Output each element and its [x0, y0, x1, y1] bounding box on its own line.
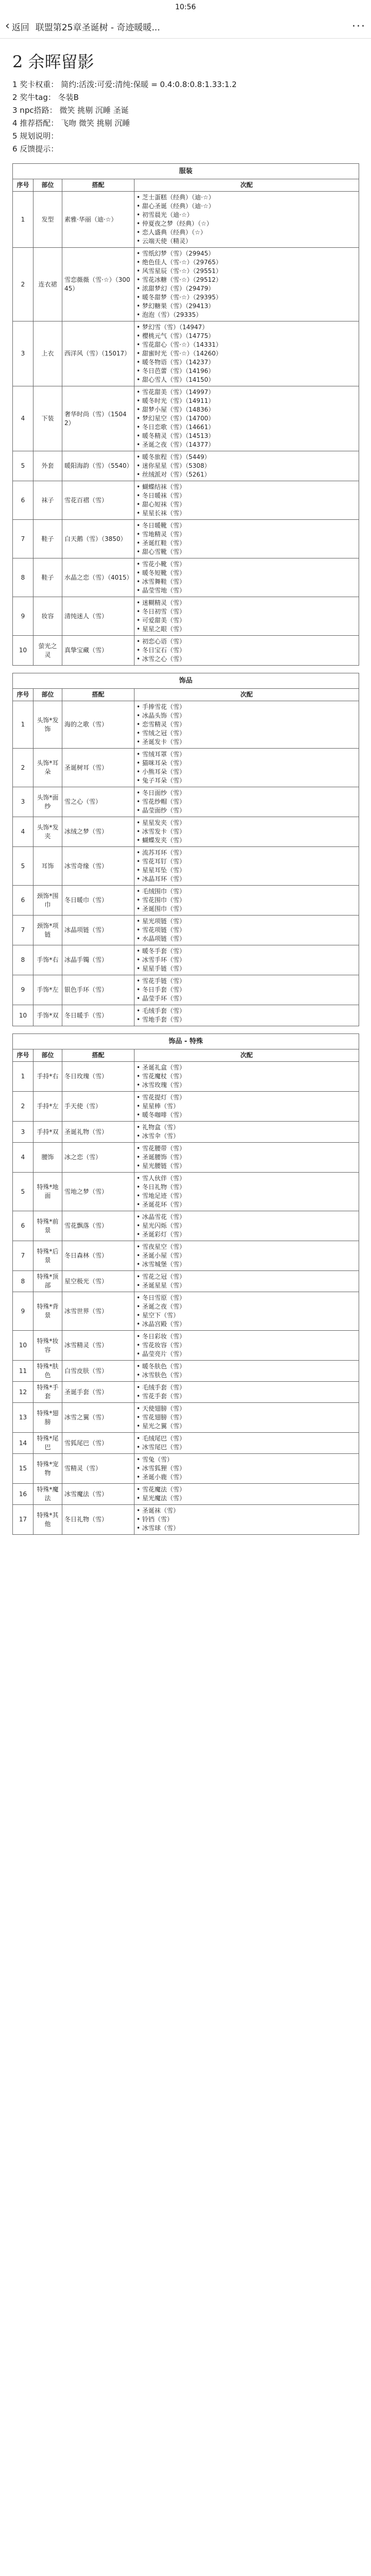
cell-main: 冬日玫瑰（雪） — [62, 1062, 134, 1092]
cell-alt: • 流苏耳环（雪） • 雪花耳钉（雪） • 星星耳坠（雪） • 冰晶耳环（雪） — [134, 847, 359, 886]
cell-main: 雪之心（雪） — [62, 787, 134, 817]
cell-index: 14 — [13, 1433, 33, 1454]
cell-index: 3 — [13, 787, 33, 817]
status-bar — [0, 0, 371, 14]
cell-slot: 特殊*背景 — [33, 1292, 62, 1331]
cell-main: 冬日暖巾（雪） — [62, 886, 134, 916]
table-row — [13, 749, 359, 787]
cell-alt: • 雪花之冠（雪） • 圣诞星星（雪） — [134, 1271, 359, 1292]
cell-main: 冰雪世界（雪） — [62, 1292, 134, 1331]
cell-main: 圣诞手套（雪） — [62, 1382, 134, 1403]
table-header: 部位 — [33, 179, 62, 192]
meta-line: 1 奖卡权重： 简约:活泼:可爱:清纯:保暖 = 0.4:0.8:0.8:1.33:1.2 — [12, 80, 237, 89]
cell-main: 真挚宝藏（雪） — [62, 636, 134, 666]
table-row — [13, 1433, 359, 1454]
table-caption: 饰品 - 特殊 — [13, 1034, 359, 1049]
table-row — [13, 847, 359, 886]
cell-main: 雪地之梦（雪） — [62, 1173, 134, 1211]
cell-slot: 外套 — [33, 451, 62, 481]
cell-main: 奢华时尚（雪）（15042） — [62, 386, 134, 451]
cell-main: 银色手环（雪） — [62, 975, 134, 1005]
meta-line: 5 规划说明： — [12, 131, 59, 141]
cell-slot: 发型 — [33, 192, 62, 248]
cell-slot: 手持*双 — [33, 1122, 62, 1143]
cell-main: 白天鹅（雪）（3850） — [62, 520, 134, 558]
cell-main: 清纯迷人（雪） — [62, 597, 134, 636]
table-row — [13, 1143, 359, 1173]
table-row — [13, 975, 359, 1005]
cell-main: 手天使（雪） — [62, 1092, 134, 1122]
cell-alt: • 梦幻雪（雪）（14947） • 樱桃元气（雪）（14775） • 雪花甜心（雪·☆）（14331） • 甜蜜时光（雪·☆）（14260） • 暖冬物语（雪）（14237） • 冬日芭蕾（雪）（14196） • 甜心雪人（雪）（14150） — [134, 321, 359, 386]
cell-slot: 手持*左 — [33, 1092, 62, 1122]
cell-slot: 手饰*左 — [33, 975, 62, 1005]
page-heading: 2 余晖留影 — [12, 52, 94, 72]
table-row — [13, 1454, 359, 1484]
cell-main: 白雪皮肤（雪） — [62, 1361, 134, 1382]
cell-slot: 特殊*妆容 — [33, 1331, 62, 1361]
cell-slot: 鞋子 — [33, 520, 62, 558]
cell-index: 3 — [13, 321, 33, 386]
cell-main: 海的之歌（雪） — [62, 701, 134, 749]
cell-main: 水晶之恋（雪）（4015） — [62, 558, 134, 597]
nav-bar — [0, 14, 371, 39]
cell-main: 素雅·华丽（迪·☆） — [62, 192, 134, 248]
table-row — [13, 451, 359, 481]
cell-alt: • 毛绒尾巴（雪） • 冰雪尾巴（雪） — [134, 1433, 359, 1454]
cell-slot: 头饰*耳朵 — [33, 749, 62, 787]
table-row — [13, 1382, 359, 1403]
table-row — [13, 1173, 359, 1211]
cell-index: 2 — [13, 749, 33, 787]
cell-slot: 袜子 — [33, 481, 62, 520]
cell-index: 9 — [13, 597, 33, 636]
table-row — [13, 192, 359, 248]
cell-index: 17 — [13, 1505, 33, 1535]
table-row — [13, 1331, 359, 1361]
cell-alt: • 圣诞礼盒（雪） • 雪花魔杖（雪） • 冰雪玫瑰（雪） — [134, 1062, 359, 1092]
table-header: 序号 — [13, 1049, 33, 1062]
cell-main: 西洋风（雪）（15017） — [62, 321, 134, 386]
cell-main: 圣诞礼物（雪） — [62, 1122, 134, 1143]
cell-main: 雪精灵（雪） — [62, 1454, 134, 1484]
cell-alt: • 迷糊精灵（雪） • 冬日初雪（雪） • 可爱甜美（雪） • 星星之眼（雪） — [134, 597, 359, 636]
cell-main: 雪花飘落（雪） — [62, 1211, 134, 1241]
cell-slot: 特殊*顶部 — [33, 1271, 62, 1292]
cell-slot: 连衣裙 — [33, 248, 62, 321]
cell-slot: 特殊*肤色 — [33, 1361, 62, 1382]
cell-index: 5 — [13, 1173, 33, 1211]
cell-main: 冰雪精灵（雪） — [62, 1331, 134, 1361]
cell-alt: • 初恋心语（雪） • 冬日宝石（雪） • 冰雪之心（雪） — [134, 636, 359, 666]
cell-slot: 特殊*其他 — [33, 1505, 62, 1535]
table-header: 次配 — [134, 179, 359, 192]
cell-slot: 特殊*前景 — [33, 1211, 62, 1241]
cell-alt: • 雪花手链（雪） • 冬日手套（雪） • 晶莹手环（雪） — [134, 975, 359, 1005]
cell-alt: • 雪花腰带（雪） • 圣诞腰饰（雪） • 星光腰链（雪） — [134, 1143, 359, 1173]
table-row — [13, 597, 359, 636]
table-header: 次配 — [134, 689, 359, 701]
cell-slot: 特殊*手套 — [33, 1382, 62, 1403]
cell-main: 雪狐尾巴（雪） — [62, 1433, 134, 1454]
cell-slot: 萤光之灵 — [33, 636, 62, 666]
cell-slot: 特殊*宠物 — [33, 1454, 62, 1484]
table-header: 搭配 — [62, 1049, 134, 1062]
table-row — [13, 916, 359, 945]
cell-slot: 特殊*尾巴 — [33, 1433, 62, 1454]
table-row — [13, 817, 359, 847]
table-row — [13, 321, 359, 386]
cell-index: 5 — [13, 847, 33, 886]
cell-slot: 妆容 — [33, 597, 62, 636]
cell-slot: 耳饰 — [33, 847, 62, 886]
special-table — [12, 1033, 359, 1535]
cell-index: 3 — [13, 1122, 33, 1143]
status-time: 10:56 — [175, 3, 196, 11]
cell-index: 1 — [13, 1062, 33, 1092]
meta-line: 3 npc搭路： 微笑 挑剔 沉睡 圣诞 — [12, 106, 129, 115]
cell-main: 雪花百褶（雪） — [62, 481, 134, 520]
cell-slot: 头饰*发夹 — [33, 817, 62, 847]
cell-main: 冬日森林（雪） — [62, 1241, 134, 1271]
table-row — [13, 558, 359, 597]
table-header: 搭配 — [62, 179, 134, 192]
cell-main: 雪恋薇薇（雪·☆）（30045） — [62, 248, 134, 321]
cell-index: 9 — [13, 975, 33, 1005]
cell-index: 2 — [13, 248, 33, 321]
table-row — [13, 701, 359, 749]
cell-index: 1 — [13, 192, 33, 248]
cell-alt: • 圣诞袜（雪） • 铃铛（雪） • 冰雪球（雪） — [134, 1505, 359, 1535]
cell-index: 1 — [13, 701, 33, 749]
table-row — [13, 945, 359, 975]
cell-index: 7 — [13, 520, 33, 558]
cell-index: 2 — [13, 1092, 33, 1122]
table-header: 次配 — [134, 1049, 359, 1062]
cell-index: 10 — [13, 636, 33, 666]
cell-alt: • 雪人伙伴（雪） • 冬日礼物（雪） • 雪地足迹（雪） • 圣诞花环（雪） — [134, 1173, 359, 1211]
cell-alt: • 雪兔（雪） • 冰雪狐狸（雪） • 圣诞小鹿（雪） — [134, 1454, 359, 1484]
nav-title: 联盟第25章圣诞树 - 奇迹暖暖... — [35, 22, 160, 33]
cell-main: 冰雪魔法（雪） — [62, 1484, 134, 1505]
cell-alt: • 冰晶雪花（雪） • 星光闪烁（雪） • 圣诞彩灯（雪） — [134, 1211, 359, 1241]
clothing-table — [12, 163, 359, 666]
cell-slot: 颈饰*项链 — [33, 916, 62, 945]
cell-index: 7 — [13, 916, 33, 945]
table-header: 序号 — [13, 179, 33, 192]
table-row — [13, 481, 359, 520]
cell-alt: • 暖冬肤色（雪） • 冰雪肤色（雪） — [134, 1361, 359, 1382]
cell-index: 8 — [13, 558, 33, 597]
cell-alt: • 手捧雪花（雪） • 冰晶头饰（雪） • 恋雪精灵（雪） • 雪绒之冠（雪） • 圣诞发卡（雪） — [134, 701, 359, 749]
back-label: 返回 — [11, 22, 29, 33]
cell-slot: 鞋子 — [33, 558, 62, 597]
cell-alt: • 芝士蛋糕（经典）（迪·☆） • 甜心圣诞（经典）（迪·☆） • 初雪晨光（迪·☆） • 仲夏夜之梦（经典）（☆） • 恋人盛典（经典）（☆） • 云端天使（精灵） — [134, 192, 359, 248]
cell-index: 9 — [13, 1292, 33, 1331]
cell-slot: 头饰*发饰 — [33, 701, 62, 749]
cell-slot: 下装 — [33, 386, 62, 451]
cell-alt: • 雪纸幻梦（雪）（29945） • 绝色佳人（雪·☆）（29765） • 风雪星辰（雪·☆）（29551） • 雪花冰糖（雪·☆）（29512） • 浓甜梦幻（雪）（29479） • 暖冬甜梦（雪·☆）（29395） • 梦幻糖果（雪）（29413） • 泡泡（雪）（29335） — [134, 248, 359, 321]
cell-index: 7 — [13, 1241, 33, 1271]
table-row — [13, 1062, 359, 1092]
table-row — [13, 1092, 359, 1122]
cell-slot: 手饰*双 — [33, 1005, 62, 1026]
cell-alt: • 雪花小靴（雪） • 暖冬短靴（雪） • 冰雪舞鞋（雪） • 晶莹雪地（雪） — [134, 558, 359, 597]
cell-alt: • 毛绒手套（雪） • 雪地手套（雪） — [134, 1005, 359, 1026]
table-row — [13, 1505, 359, 1535]
cell-slot: 手持*右 — [33, 1062, 62, 1092]
cell-alt: • 暖冬手套（雪） • 冰雪手环（雪） • 星星手链（雪） — [134, 945, 359, 975]
table-row — [13, 248, 359, 321]
cell-alt: • 雪花甜美（雪）（14997） • 暖冬时光（雪）（14911） • 甜梦小屋（雪）（14836） • 梦幻星空（雪）（14700） • 冬日恋歌（雪）（14661） • 暖冬精灵（雪）（14513） • 圣诞之夜（雪）（14377） — [134, 386, 359, 451]
cell-index: 5 — [13, 451, 33, 481]
accessory-table — [12, 673, 359, 1026]
cell-index: 4 — [13, 1143, 33, 1173]
table-row — [13, 1403, 359, 1433]
table-header: 序号 — [13, 689, 33, 701]
back-button[interactable] — [5, 20, 29, 33]
table-header: 部位 — [33, 1049, 62, 1062]
table-row — [13, 1361, 359, 1382]
table-row — [13, 1005, 359, 1026]
cell-slot: 头饰*面纱 — [33, 787, 62, 817]
meta-list — [12, 79, 359, 155]
cell-index: 15 — [13, 1454, 33, 1484]
table-row — [13, 1271, 359, 1292]
table-row — [13, 1122, 359, 1143]
cell-index: 4 — [13, 386, 33, 451]
table-row — [13, 386, 359, 451]
cell-main: 冰晶手镯（雪） — [62, 945, 134, 975]
cell-index: 11 — [13, 1361, 33, 1382]
cell-main: 暖阳海韵（雪）（5540） — [62, 451, 134, 481]
cell-slot: 特殊*魔法 — [33, 1484, 62, 1505]
meta-line: 6 反馈提示： — [12, 144, 59, 154]
cell-alt: • 冬日彩妆（雪） • 雪花妆容（雪） • 晶莹亮片（雪） — [134, 1331, 359, 1361]
cell-alt: • 暖冬旅程（雪）（5449） • 迷你星星（雪）（5308） • 丝绒派对（雪）（5261） — [134, 451, 359, 481]
cell-index: 13 — [13, 1403, 33, 1433]
cell-index: 8 — [13, 1271, 33, 1292]
cell-main: 圣诞树耳（雪） — [62, 749, 134, 787]
table-header: 搭配 — [62, 689, 134, 701]
table-row — [13, 636, 359, 666]
meta-line: 4 推荐搭配： 飞吻 微笑 挑剔 沉睡 — [12, 118, 130, 128]
cell-alt: • 毛绒围巾（雪） • 雪花围巾（雪） • 圣诞围巾（雪） — [134, 886, 359, 916]
cell-index: 6 — [13, 1211, 33, 1241]
cell-alt: • 毛绒手套（雪） • 雪花手套（雪） — [134, 1382, 359, 1403]
table-row — [13, 1292, 359, 1331]
cell-slot: 手饰*右 — [33, 945, 62, 975]
cell-alt: • 雪花提灯（雪） • 星星棒（雪） • 暖冬咖啡（雪） — [134, 1092, 359, 1122]
cell-alt: • 冬日雪原（雪） • 圣诞之夜（雪） • 星空下（雪） • 冰晶宫殿（雪） — [134, 1292, 359, 1331]
cell-slot: 上衣 — [33, 321, 62, 386]
cell-slot: 特殊*地面 — [33, 1173, 62, 1211]
cell-alt: • 星光项链（雪） • 雪花项链（雪） • 水晶项链（雪） — [134, 916, 359, 945]
table-header: 部位 — [33, 689, 62, 701]
table-row — [13, 1484, 359, 1505]
cell-alt: • 冬日面纱（雪） • 雪花纱帽（雪） • 晶莹面纱（雪） — [134, 787, 359, 817]
cell-alt: • 雪绒耳罩（雪） • 猫咪耳朵（雪） • 小熊耳朵（雪） • 兔子耳朵（雪） — [134, 749, 359, 787]
cell-slot: 颈饰*围巾 — [33, 886, 62, 916]
chevron-left-icon: ‹ — [5, 20, 10, 32]
cell-slot: 特殊*翅膀 — [33, 1403, 62, 1433]
table-row — [13, 787, 359, 817]
cell-main: 星空极光（雪） — [62, 1271, 134, 1292]
cell-main: 冰之恋（雪） — [62, 1143, 134, 1173]
table-row — [13, 1241, 359, 1271]
cell-index: 16 — [13, 1484, 33, 1505]
cell-index: 10 — [13, 1005, 33, 1026]
cell-main: 冰雪之翼（雪） — [62, 1403, 134, 1433]
meta-line: 2 奖牛tag： 冬装B — [12, 93, 79, 102]
cell-main: 冰雪奇缘（雪） — [62, 847, 134, 886]
cell-alt: • 蝴蝶结袜（雪） • 冬日暖袜（雪） • 甜心短袜（雪） • 星星长袜（雪） — [134, 481, 359, 520]
cell-main: 冬日暖手（雪） — [62, 1005, 134, 1026]
cell-alt: • 天使翅膀（雪） • 雪花翅膀（雪） • 星光之翼（雪） — [134, 1403, 359, 1433]
cell-index: 10 — [13, 1331, 33, 1361]
cell-index: 4 — [13, 817, 33, 847]
cell-index: 12 — [13, 1382, 33, 1403]
table-caption: 服装 — [13, 164, 359, 179]
cell-index: 8 — [13, 945, 33, 975]
cell-main: 冰绒之梦（雪） — [62, 817, 134, 847]
cell-alt: • 冬日暖靴（雪） • 雪地精灵（雪） • 圣诞红鞋（雪） • 甜心雪靴（雪） — [134, 520, 359, 558]
more-icon[interactable]: ··· — [352, 20, 366, 33]
table-row — [13, 520, 359, 558]
cell-alt: • 星星发夹（雪） • 冰雪发卡（雪） • 蝴蝶发夹（雪） — [134, 817, 359, 847]
table-row — [13, 1211, 359, 1241]
article-content — [0, 39, 371, 1535]
cell-index: 6 — [13, 886, 33, 916]
cell-slot: 腰饰 — [33, 1143, 62, 1173]
cell-main: 冬日礼物（雪） — [62, 1505, 134, 1535]
cell-alt: • 雪夜星空（雪） • 圣诞小屋（雪） • 冰雪城堡（雪） — [134, 1241, 359, 1271]
cell-alt: • 礼物盒（雪） • 冰雪伞（雪） — [134, 1122, 359, 1143]
table-caption: 饰品 — [13, 673, 359, 689]
cell-slot: 特殊*后景 — [33, 1241, 62, 1271]
cell-alt: • 雪花魔法（雪） • 星光魔法（雪） — [134, 1484, 359, 1505]
cell-index: 6 — [13, 481, 33, 520]
cell-main: 冰晶项链（雪） — [62, 916, 134, 945]
table-row — [13, 886, 359, 916]
